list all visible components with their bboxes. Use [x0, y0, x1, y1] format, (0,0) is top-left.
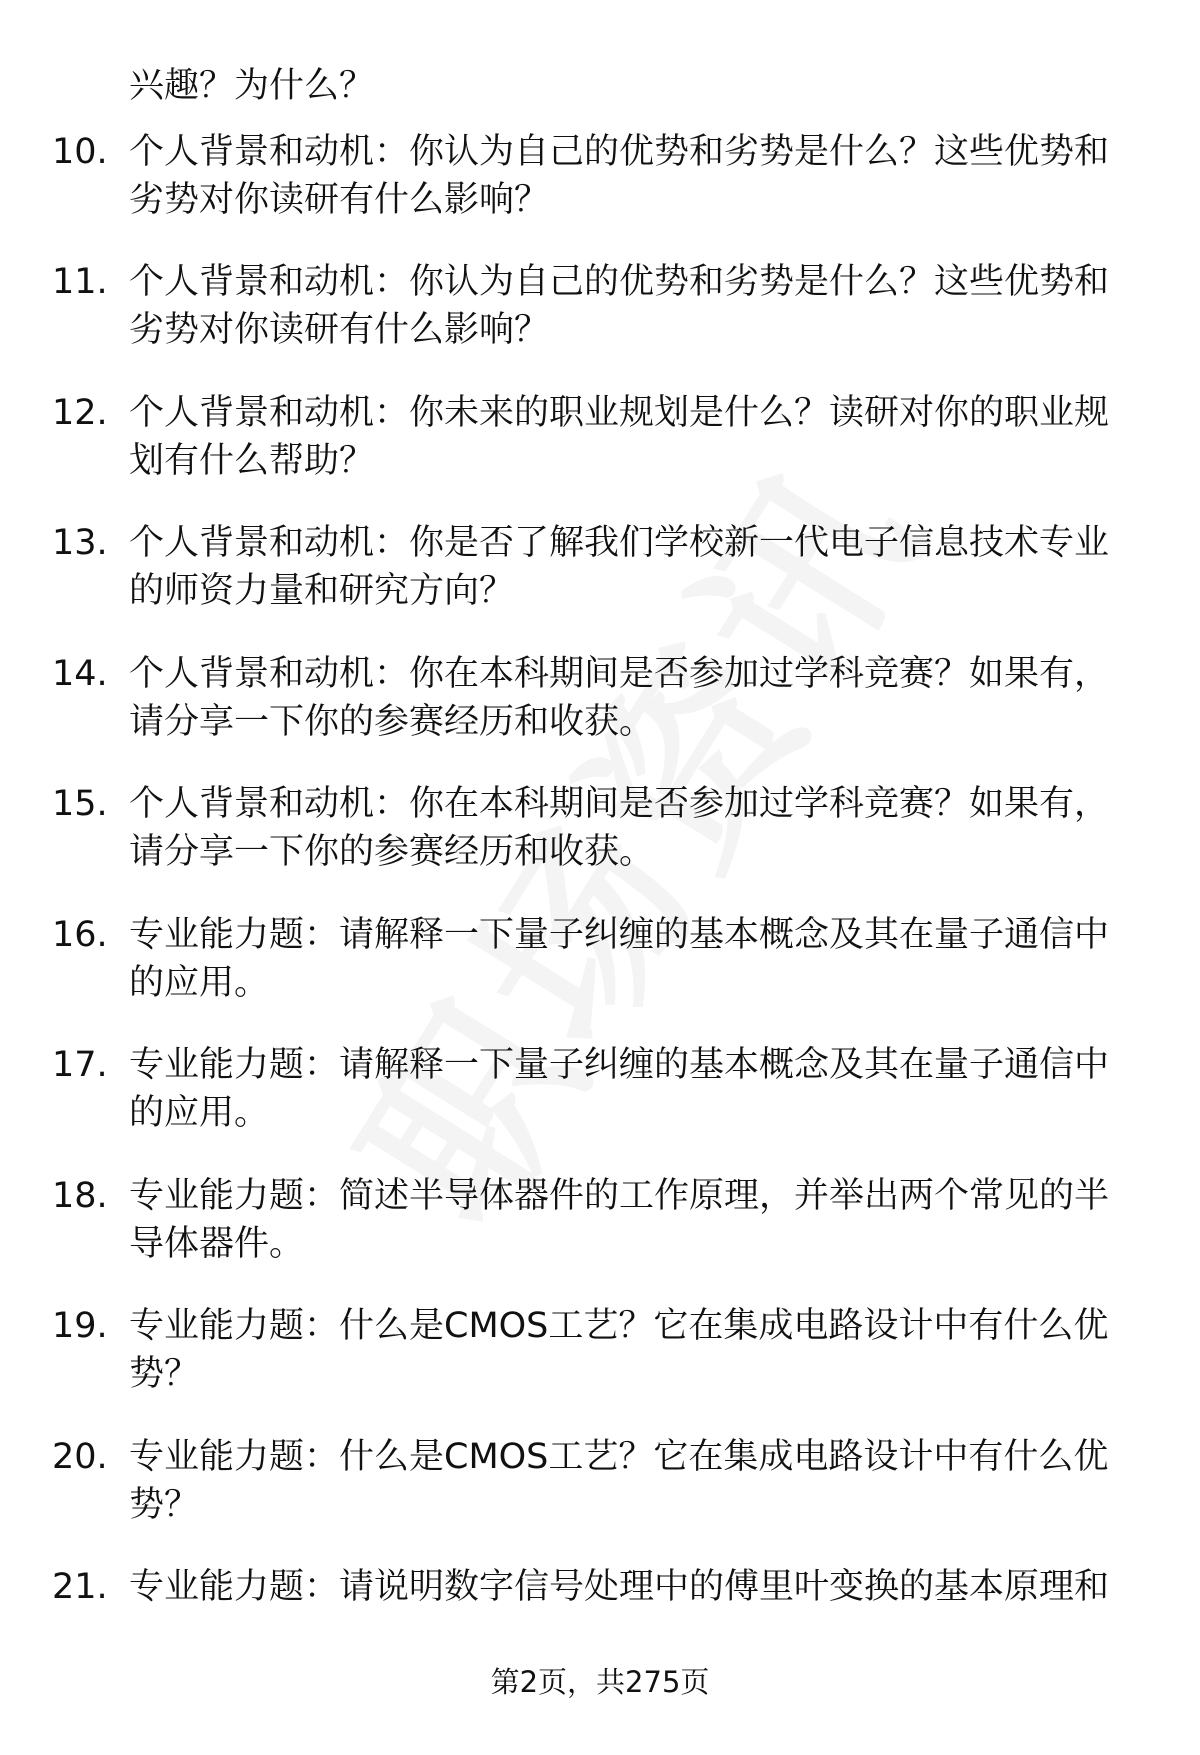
item-text: 个人背景和动机：你在本科期间是否参加过学科竞赛？如果有，请分享一下你的参赛经历和收获。 — [129, 784, 1110, 872]
list-item — [52, 519, 1142, 615]
item-text: 个人背景和动机：你未来的职业规划是什么？读研对你的职业规划有什么帮助？ — [129, 393, 1110, 481]
item-text: 个人背景和动机：你是否了解我们学校新一代电子信息技术专业的师资力量和研究方向？ — [129, 523, 1110, 611]
item-number: 10. — [52, 132, 108, 172]
item-number: 20. — [52, 1437, 108, 1477]
item-number: 18. — [52, 1176, 108, 1216]
item-number: 13. — [52, 523, 108, 563]
list-item — [52, 128, 1142, 224]
item-number: 17. — [52, 1045, 108, 1085]
list-item — [52, 389, 1142, 485]
item-number: 14. — [52, 654, 108, 694]
item-number: 21. — [52, 1567, 108, 1607]
list-item — [52, 258, 1142, 354]
list-item — [52, 1563, 1142, 1611]
item-text: 个人背景和动机：你认为自己的优势和劣势是什么？这些优势和劣势对你读研有什么影响？ — [129, 132, 1110, 220]
continuation-text: 兴趣？为什么？ — [129, 66, 375, 106]
item-number: 15. — [52, 784, 108, 824]
list-item — [52, 911, 1142, 1007]
item-number: 19. — [52, 1306, 108, 1346]
list-item — [52, 1433, 1142, 1529]
item-text: 专业能力题：什么是CMOS工艺？它在集成电路设计中有什么优势？ — [129, 1306, 1109, 1394]
list-item — [52, 1041, 1142, 1137]
page-number-footer: 第2页，共275页 — [490, 1665, 710, 1699]
item-text: 专业能力题：什么是CMOS工艺？它在集成电路设计中有什么优势？ — [129, 1437, 1109, 1525]
list-item — [52, 1172, 1142, 1268]
list-item — [52, 780, 1142, 876]
item-text: 专业能力题：请解释一下量子纠缠的基本概念及其在量子通信中的应用。 — [129, 1045, 1110, 1133]
item-number: 11. — [52, 262, 108, 302]
item-text: 专业能力题：简述半导体器件的工作原理，并举出两个常见的半导体器件。 — [129, 1176, 1110, 1264]
item-text: 专业能力题：请说明数字信号处理中的傅里叶变换的基本原理和 — [129, 1567, 1110, 1607]
item-text: 个人背景和动机：你认为自己的优势和劣势是什么？这些优势和劣势对你读研有什么影响？ — [129, 262, 1110, 350]
list-item — [52, 650, 1142, 746]
item-number: 12. — [52, 393, 108, 433]
item-text: 个人背景和动机：你在本科期间是否参加过学科竞赛？如果有，请分享一下你的参赛经历和收获。 — [129, 654, 1110, 742]
item-text: 专业能力题：请解释一下量子纠缠的基本概念及其在量子通信中的应用。 — [129, 915, 1110, 1003]
item-number: 16. — [52, 915, 108, 955]
list-item — [52, 1302, 1142, 1398]
